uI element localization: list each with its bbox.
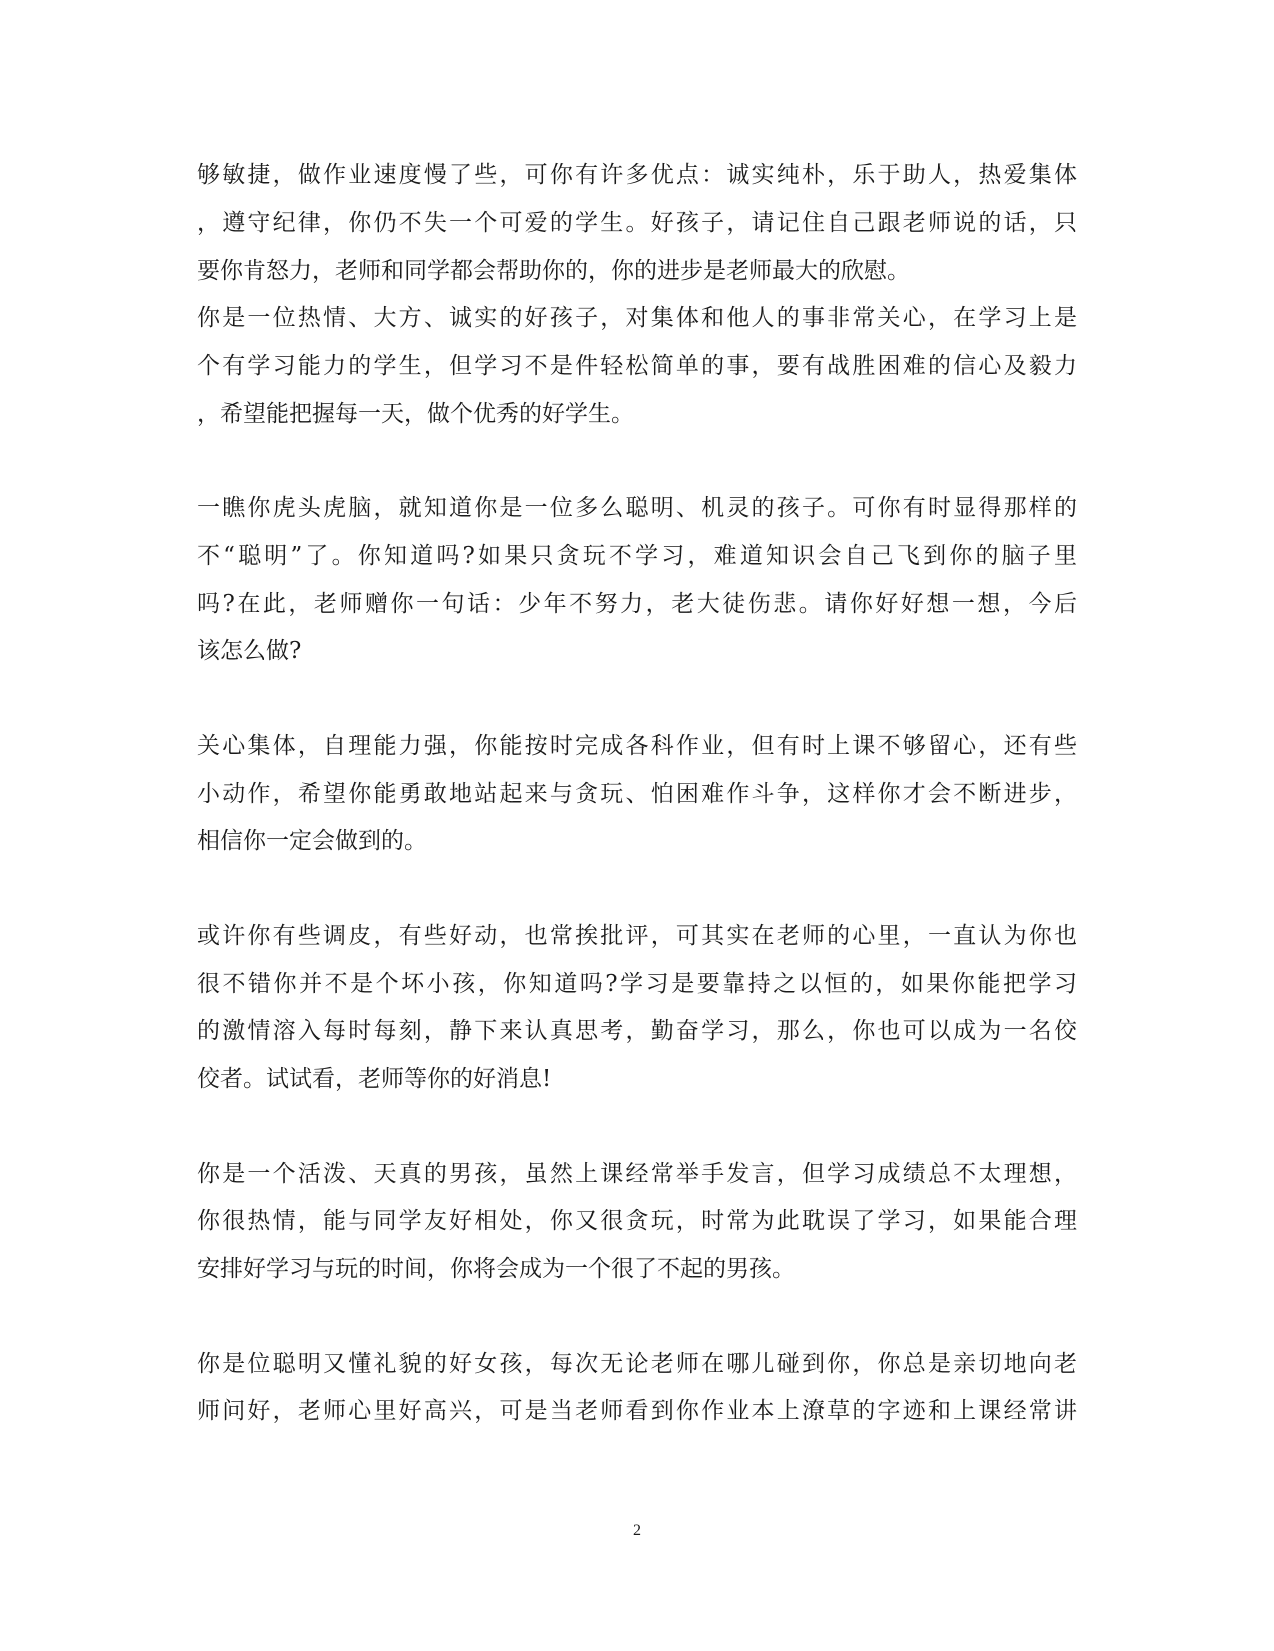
text-line: 你很热情，能与同学友好相处，你又很贪玩，时常为此耽误了学习，如果能合理 (197, 1208, 1077, 1234)
text-line: 你是位聪明又懂礼貌的好女孩，每次无论老师在哪儿碰到你，你总是亲切地向老 (197, 1351, 1077, 1377)
text-line: 安排好学习与玩的时间，你将会成为一个很了不起的男孩。 (197, 1256, 795, 1282)
text-line: ，遵守纪律，你仍不失一个可爱的学生。好孩子，请记住自己跟老师说的话，只 (197, 210, 1077, 236)
text-line: 不“聪明”了。你知道吗?如果只贪玩不学习，难道知识会自己飞到你的脑子里 (197, 543, 1077, 569)
text-line: 的激情溶入每时每刻，静下来认真思考，勤奋学习，那么，你也可以成为一名佼 (197, 1018, 1077, 1044)
text-line: 个有学习能力的学生，但学习不是件轻松简单的事，要有战胜困难的信心及毅力 (197, 353, 1077, 379)
text-line: 很不错你并不是个坏小孩，你知道吗?学习是要靠持之以恒的，如果你能把学习 (197, 971, 1077, 997)
text-line: 要你肯怒力，老师和同学都会帮助你的，你的进步是老师最大的欣慰。 (197, 258, 910, 284)
text-line: 一瞧你虎头虎脑，就知道你是一位多么聪明、机灵的孩子。可你有时显得那样的 (197, 495, 1077, 521)
text-line: 吗?在此，老师赠你一句话：少年不努力，老大徒伤悲。请你好好想一想，今后 (197, 591, 1077, 617)
text-line: 佼者。试试看，老师等你的好消息! (197, 1066, 552, 1092)
text-line: 小动作，希望你能勇敢地站起来与贪玩、怕困难作斗争，这样你才会不断进步， (197, 781, 1077, 807)
text-line: 师问好，老师心里好高兴，可是当老师看到你作业本上潦草的字迹和上课经常讲 (197, 1398, 1077, 1424)
text-line: 相信你一定会做到的。 (197, 828, 427, 854)
text-line: 你是一位热情、大方、诚实的好孩子，对集体和他人的事非常关心，在学习上是 (197, 305, 1077, 331)
text-line: 你是一个活泼、天真的男孩，虽然上课经常举手发言，但学习成绩总不太理想， (197, 1161, 1077, 1187)
text-line: 或许你有些调皮，有些好动，也常挨批评，可其实在老师的心里，一直认为你也 (197, 923, 1077, 949)
text-line: 够敏捷，做作业速度慢了些，可你有许多优点：诚实纯朴，乐于助人，热爱集体 (197, 162, 1077, 188)
text-line: ，希望能把握每一天，做个优秀的好学生。 (197, 401, 634, 427)
page-number: 2 (633, 1522, 641, 1539)
text-line: 该怎么做? (197, 638, 302, 664)
text-line: 关心集体，自理能力强，你能按时完成各科作业，但有时上课不够留心，还有些 (197, 733, 1077, 759)
